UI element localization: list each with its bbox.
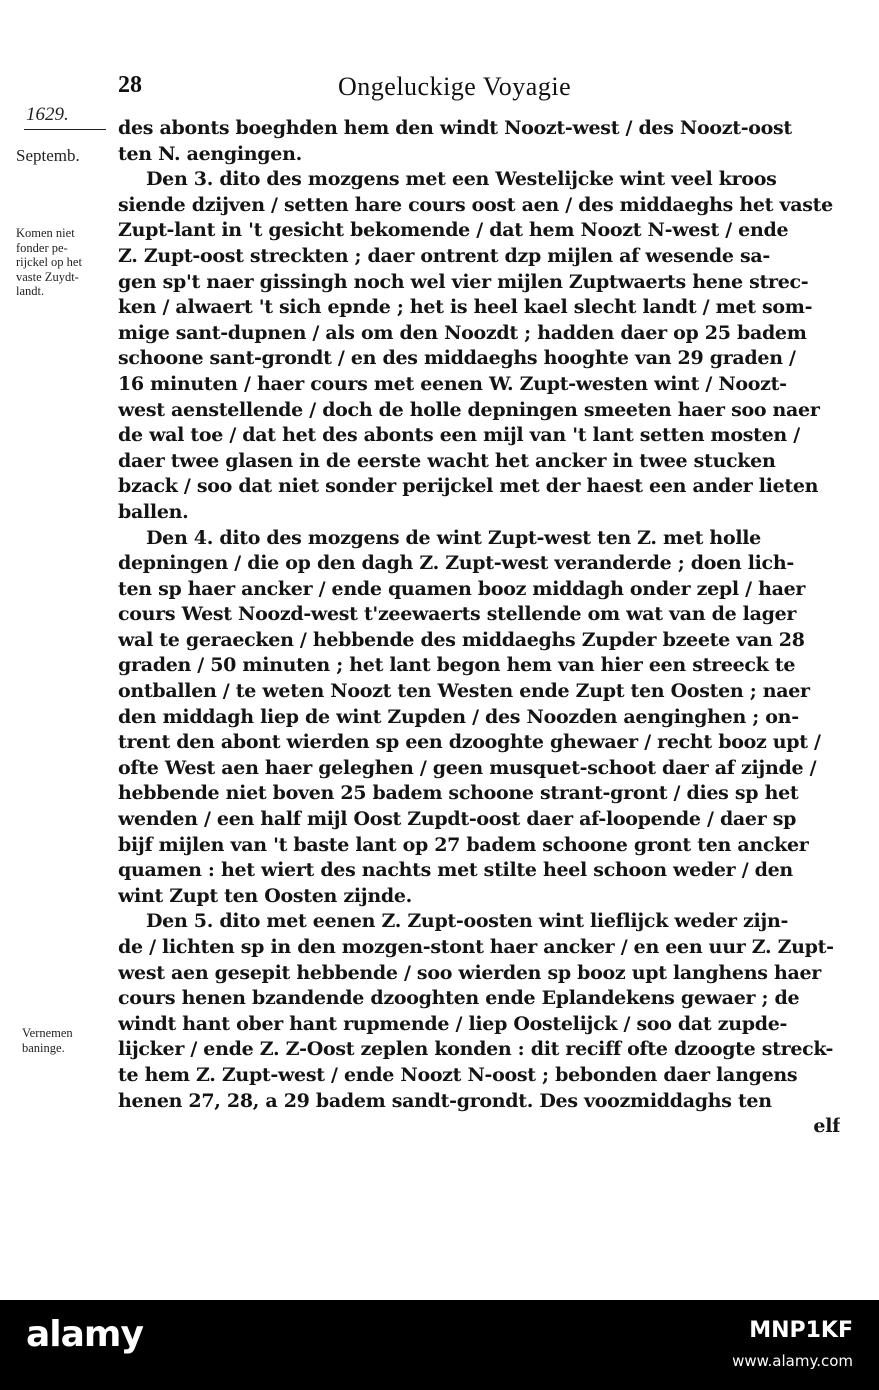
margin-note-line: Vernemen (22, 1026, 73, 1040)
margin-note-line: vaste Zuydt- (16, 269, 79, 284)
text-line: den middagh liep de wint Zupden / des Noozden aenginghen ; on- (118, 705, 799, 728)
text-line: Den 4. dito des mozgens de wint Zupt-west ten Z. met holle (146, 526, 761, 549)
margin-note-line: baninge. (22, 1040, 65, 1055)
text-line: wal te geraecken / hebbende des middaeghs Zupder bzeete van 28 (118, 628, 805, 651)
text-line: windt hant ober hant rupmende / liep Oostelijck / soo dat zupde- (118, 1012, 788, 1035)
text-line: cours henen bzandende dzooghten ende Eplandekens gewaer ; de (118, 987, 800, 1010)
text-line: te hem Z. Zupt-west / ende Noozt N-oost ; bebonden daer langens (118, 1063, 798, 1086)
text-line: mige sant-dupnen / als om den Noozdt ; hadden daer op 25 badem (118, 321, 807, 344)
text-line: henen 27, 28, a 29 badem sandt-grondt. Des voozmiddaghs ten (118, 1089, 772, 1112)
text-line: de / lichten sp in den mozgen-stont haer ancker / en een uur Z. Zupt- (118, 936, 834, 958)
text-line: quamen : het wiert des nachts met stilte heel schoon weder / den (118, 859, 793, 882)
text-line: hebbende niet boven 25 badem schoone strant-gront / dies sp het (118, 782, 799, 805)
stock-image-id: MNP1KF (749, 1318, 853, 1343)
text-line: schoone sant-grondt / en des middaeghs hooghte van 29 graden / (118, 347, 796, 370)
text-line: graden / 50 minuten ; het lant begon hem van hier een streeck te (118, 654, 796, 677)
watermark-bar (0, 1300, 879, 1390)
margin-note-line: Komen niet (16, 226, 75, 240)
stock-url: www.alamy.com (732, 1352, 853, 1370)
margin-note-line: landt. (16, 284, 45, 298)
text-line: bijf mijlen van 't baste lant op 27 badem schoone gront ten ancker (118, 833, 809, 856)
text-line: elf (813, 1115, 840, 1138)
margin-month: Septemb. (16, 146, 80, 165)
text-line: ten sp haer ancker / ende quamen booz middagh onder zepl / haer (118, 577, 806, 600)
margin-note-coast (16, 226, 114, 299)
text-line: ten N. aengingen. (118, 142, 302, 165)
text-line: daer twee glasen in de eerste wacht het ancker in twee stucken (118, 449, 776, 472)
text-line: west aen gesepit hebbende / soo wierden sp booz upt langhens haer (118, 961, 821, 984)
margin-rule (24, 129, 106, 130)
text-line: 16 minuten / haer cours met eenen W. Zupt-westen wint / Noozt- (118, 372, 787, 395)
text-line: wenden / een half mijl Oost Zupdt-oost daer af-loopende / daer sp (118, 808, 797, 831)
text-line: de wal toe / dat het des abonts een mijl van 't lant setten mosten / (118, 424, 800, 447)
margin-note-shoals (22, 1026, 114, 1055)
text-line: bzack / soo dat niet sonder perijckel met der haest een ander lieten (118, 475, 819, 498)
page-number: 28 (118, 72, 142, 98)
text-line: des abonts boeghden hem den windt Noozt-west / des Noozt-oost (118, 117, 792, 139)
text-line: west aenstellende / doch de holle depningen smeeten haer soo naer (118, 398, 820, 421)
text-line: ballen. (118, 500, 189, 523)
page-header (118, 72, 838, 106)
margin-note-line: fonder pe- (16, 240, 68, 255)
text-line: Z. Zupt-oost streckten ; daer ontrent dzp mijlen af wesende sa- (118, 244, 770, 267)
text-line: depningen / die op den dagh Z. Zupt-west veranderde ; doen lich- (118, 552, 794, 575)
text-line: ofte West aen haer geleghen / geen musquet-schoot daer af zijnde / (118, 756, 817, 779)
text-line: ontballen / te weten Noozt ten Westen ende Zupt ten Oosten ; naer (118, 680, 810, 703)
text-line: lijcker / ende Z. Z-Oost zeplen konden : dit reciff ofte dzoogte streck- (118, 1038, 834, 1061)
margin-year: 1629. (26, 104, 69, 125)
text-line: gen sp't naer gissingh noch wel vier mijlen Zuptwaerts hene strec- (118, 270, 809, 293)
text-line: Den 5. dito met eenen Z. Zupt-oosten wint lieflijck weder zijn- (146, 910, 789, 933)
text-line: Zupt-lant in 't gesicht bekomende / dat hem Noozt N-west / ende (118, 219, 789, 242)
text-line: Den 3. dito des mozgens met een Westelijcke wint veel kroos (146, 168, 777, 191)
running-title: Ongeluckige Voyagie (338, 72, 572, 101)
text-line: siende dzijven / setten hare cours oost aen / des middaeghs het vaste (118, 193, 833, 216)
text-line: trent den abont wierden sp een dzooghte ghewaer / recht booz upt / (118, 731, 821, 754)
margin-note-line: rijckel op het (16, 255, 82, 269)
text-line: cours West Noozd-west t'zeewaerts stellende om wat van de lager (118, 603, 797, 626)
body-text (118, 116, 840, 1140)
brand-logo: alamy (26, 1314, 143, 1355)
text-line: ken / alwaert 't sich epnde ; het is heel kael slecht landt / met som- (118, 296, 813, 319)
text-line: wint Zupt ten Oosten zijnde. (118, 884, 412, 907)
